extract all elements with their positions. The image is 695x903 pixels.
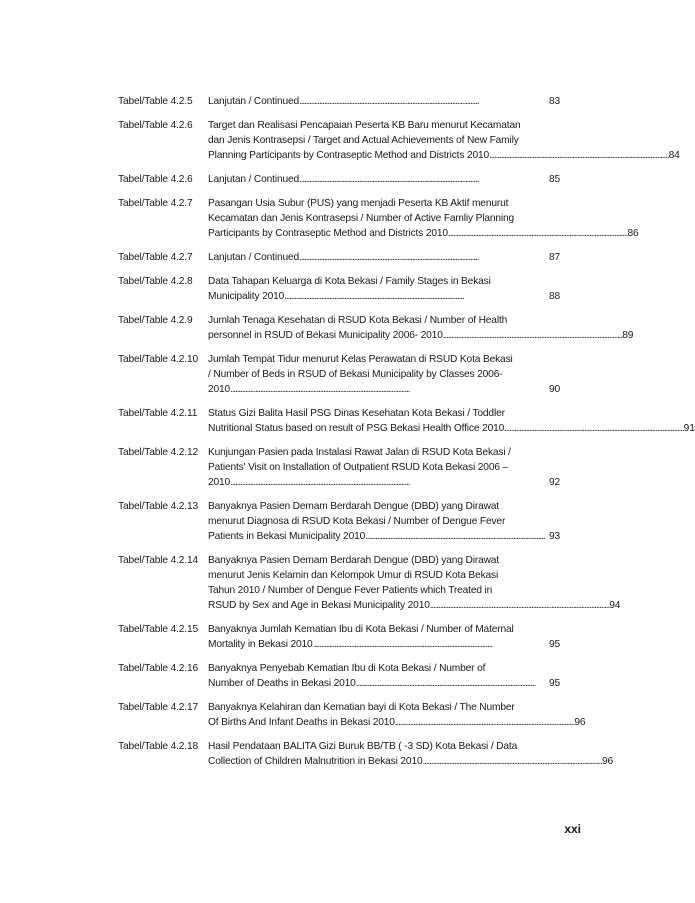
toc-entry-title-line: Jumlah Tenaga Kesehatan di RSUD Kota Bekasi / Number of Health: [208, 315, 508, 326]
dot-leader: [284, 289, 548, 304]
toc-entry-last-line: [208, 382, 560, 397]
toc-entry-last-line: [208, 598, 620, 613]
toc-entry-label: Tabel/Table 4.2.11: [118, 408, 198, 419]
toc-entry-title-line: Kunjungan Pasien pada Instalasi Rawat Jalan di RSUD Kota Bekasi /: [208, 447, 511, 458]
toc-entry-page: 85: [548, 174, 560, 185]
dot-leader: [313, 637, 548, 652]
toc-entry[interactable]: [118, 250, 560, 265]
toc-entry-title-line: Patients in Bekasi Municipality 2010: [208, 531, 366, 542]
toc-entry[interactable]: [118, 172, 560, 187]
toc-entry-page: 91: [683, 423, 695, 434]
toc-entry-title: [208, 622, 560, 652]
toc-entry[interactable]: [118, 274, 560, 304]
toc-entry-title-line: Mortality in Bekasi 2010: [208, 639, 313, 650]
toc-entry-last-line: [208, 94, 560, 109]
toc-entry-last-line: [208, 754, 613, 769]
toc-entry-title-line: dan Jenis Kontrasepsi / Target and Actual Achievements of New Family: [208, 135, 519, 146]
toc-entry-label: Tabel/Table 4.2.6: [118, 174, 193, 185]
dot-leader: [448, 226, 627, 241]
toc-entry-title: [208, 196, 639, 241]
toc-entry-label: Tabel/Table 4.2.10: [118, 354, 198, 365]
toc-entry-title-line: Kecamatan dan Jenis Kontrasepsi / Number of Active Famliy Planning: [208, 213, 515, 224]
dot-leader: [365, 529, 548, 544]
toc-entry-title-line: Banyaknya Penyebab Kematian Ibu di Kota Bekasi / Number of: [208, 663, 486, 674]
toc-entry-label: Tabel/Table 4.2.18: [118, 741, 198, 752]
dot-leader: [356, 676, 548, 691]
toc-entry[interactable]: [118, 553, 621, 613]
toc-entry[interactable]: [118, 352, 560, 397]
toc-entry-title-line: menurut Diagnosa di RSUD Kota Bekasi / Number of Dengue Fever: [208, 516, 506, 527]
toc-entry-page: 96: [574, 717, 586, 728]
dot-leader: [230, 475, 548, 490]
toc-entry-title: [208, 406, 695, 436]
toc-entry-title: [208, 118, 680, 163]
toc-entry-label: Tabel/Table 4.2.7: [118, 198, 193, 209]
page-number: xxi: [564, 822, 581, 836]
toc-entry[interactable]: [118, 406, 695, 436]
toc-entry-title-line: RSUD by Sex and Age in Bekasi Municipality 2010: [208, 600, 430, 611]
toc-entry-title-line: Hasil Pendataan BALITA Gizi Buruk BB/TB ( -3 SD) Kota Bekasi / Data: [208, 741, 518, 752]
toc-entry-label: Tabel/Table 4.2.15: [118, 624, 198, 635]
toc-entry-label: Tabel/Table 4.2.9: [118, 315, 193, 326]
toc-entry-title-line: Banyaknya Kelahiran dan Kematian bayi di Kota Bekasi / The Number: [208, 702, 515, 713]
toc-entry-title-line: 2010: [208, 384, 231, 395]
dot-leader: [395, 715, 574, 730]
toc-entry-page: 84: [668, 150, 680, 161]
toc-entry-title-line: 2010: [208, 477, 231, 488]
toc-entry-title-line: Tahun 2010 / Number of Dengue Fever Patients which Treated in: [208, 585, 493, 596]
toc-entry-title-line: Participants by Contraseptic Method and Districts 2010: [208, 228, 448, 239]
dot-leader: [489, 148, 668, 163]
toc-entry-title-line: personnel in RSUD of Bekasi Municipality 2006- 2010: [208, 330, 443, 341]
toc-entry-title: [208, 445, 560, 490]
toc-entry-last-line: [208, 529, 560, 544]
toc-entry-title-line: Status Gizi Balita Hasil PSG Dinas Kesehatan Kota Bekasi / Toddler: [208, 408, 505, 419]
toc-entry-title-line: Banyaknya Pasien Demam Berdarah Dengue (DBD) yang Dirawat: [208, 501, 499, 512]
toc-entry-title-line: Lanjutan / Continued: [208, 96, 300, 107]
toc-entry-title-line: Collection of Children Malnutrition in Bekasi 2010: [208, 756, 423, 767]
toc-entry-page: 96: [602, 756, 614, 767]
toc-entry-title-line: Lanjutan / Continued: [208, 252, 300, 263]
toc-entry[interactable]: [118, 622, 560, 652]
toc-entry-title-line: Nutritional Status based on result of PSG Bekasi Health Office 2010: [208, 423, 505, 434]
toc-entry-title-line: Of Births And Infant Deaths in Bekasi 2010: [208, 717, 395, 728]
toc-entry-page: 89: [622, 330, 634, 341]
toc-entry[interactable]: [118, 94, 560, 109]
toc-entry-page: 95: [548, 678, 560, 689]
toc-entry-label: Tabel/Table 4.2.5: [118, 96, 193, 107]
toc-entry-title-line: Banyaknya Pasien Demam Berdarah Dengue (DBD) yang Dirawat: [208, 555, 499, 566]
toc-entry-label: Tabel/Table 4.2.6: [118, 120, 193, 131]
toc-entry-title-line: Banyaknya Jumlah Kematian Ibu di Kota Bekasi / Number of Maternal: [208, 624, 514, 635]
toc-entry-title: [208, 661, 560, 691]
toc-entry-page: 90: [548, 384, 560, 395]
toc-entry[interactable]: [118, 445, 560, 490]
toc-entry-page: 92: [548, 477, 560, 488]
toc-entry-label: Tabel/Table 4.2.17: [118, 702, 198, 713]
toc-entry-last-line: [208, 715, 585, 730]
toc-entry[interactable]: [118, 739, 614, 769]
toc-entry-last-line: [208, 421, 695, 436]
toc-entry-title-line: Municipality 2010: [208, 291, 285, 302]
toc-entry-label: Tabel/Table 4.2.7: [118, 252, 193, 263]
toc-entry-title: [208, 739, 613, 769]
toc-entry-last-line: [208, 148, 680, 163]
toc-entry-label: Tabel/Table 4.2.13: [118, 501, 198, 512]
toc-entry[interactable]: [118, 700, 586, 730]
toc-entry-last-line: [208, 250, 560, 265]
toc-entry-title-line: / Number of Beds in RSUD of Bekasi Municipality by Classes 2006-: [208, 369, 503, 380]
dot-leader: [230, 382, 548, 397]
toc-entry-title: [208, 250, 560, 265]
toc-entry-last-line: [208, 637, 560, 652]
toc-entry-last-line: [208, 475, 560, 490]
toc-entry-title-line: Patients' Visit on Installation of Outpatient RSUD Kota Bekasi 2006 –: [208, 462, 509, 473]
toc-entry-title: [208, 313, 633, 343]
toc-entry[interactable]: [118, 661, 560, 691]
toc-entry-title: [208, 94, 560, 109]
toc-entry-last-line: [208, 226, 639, 241]
toc-entry-page: 95: [548, 639, 560, 650]
toc-entry-title-line: Target dan Realisasi Pencapaian Peserta KB Baru menurut Kecamatan: [208, 120, 521, 131]
toc-entry-last-line: [208, 172, 560, 187]
table-of-contents: [118, 94, 695, 778]
toc-entry-title: [208, 499, 560, 544]
dot-leader: [504, 421, 683, 436]
toc-entry-page: 87: [548, 252, 560, 263]
toc-entry-last-line: [208, 289, 560, 304]
toc-entry-title-line: Data Tahapan Keluarga di Kota Bekasi / Family Stages in Bekasi: [208, 276, 491, 287]
toc-entry-last-line: [208, 676, 560, 691]
toc-entry[interactable]: [118, 196, 639, 241]
toc-entry-title: [208, 172, 560, 187]
dot-leader: [422, 754, 601, 769]
toc-entry-label: Tabel/Table 4.2.14: [118, 555, 198, 566]
dot-leader: [299, 172, 548, 187]
toc-entry-page: 88: [548, 291, 560, 302]
toc-entry[interactable]: [118, 118, 680, 163]
toc-entry[interactable]: [118, 499, 560, 544]
toc-entry-page: 93: [548, 531, 560, 542]
toc-entry-label: Tabel/Table 4.2.12: [118, 447, 198, 458]
toc-entry-title-line: Lanjutan / Continued: [208, 174, 300, 185]
toc-entry-title: [208, 352, 560, 397]
toc-entry[interactable]: [118, 313, 634, 343]
toc-entry-title-line: Planning Participants by Contraseptic Method and Districts 2010: [208, 150, 490, 161]
toc-entry-title: [208, 700, 585, 730]
toc-entry-page: 83: [548, 96, 560, 107]
dot-leader: [299, 94, 548, 109]
dot-leader: [430, 598, 609, 613]
toc-entry-page: 86: [627, 228, 639, 239]
dot-leader: [443, 328, 622, 343]
toc-entry-label: Tabel/Table 4.2.16: [118, 663, 198, 674]
toc-entry-label: Tabel/Table 4.2.8: [118, 276, 193, 287]
dot-leader: [299, 250, 548, 265]
toc-entry-title-line: Jumlah Tempat Tidur menurut Kelas Perawatan di RSUD Kota Bekasi: [208, 354, 513, 365]
toc-entry-title-line: Pasangan Usia Subur (PUS) yang menjadi Peserta KB Aktif menurut: [208, 198, 509, 209]
toc-entry-last-line: [208, 328, 633, 343]
toc-entry-title: [208, 274, 560, 304]
toc-entry-title: [208, 553, 620, 613]
toc-entry-page: 94: [609, 600, 621, 611]
toc-entry-title-line: menurut Jenis Kelamin dan Kelompok Umur di RSUD Kota Bekasi: [208, 570, 499, 581]
toc-entry-title-line: Number of Deaths in Bekasi 2010: [208, 678, 356, 689]
